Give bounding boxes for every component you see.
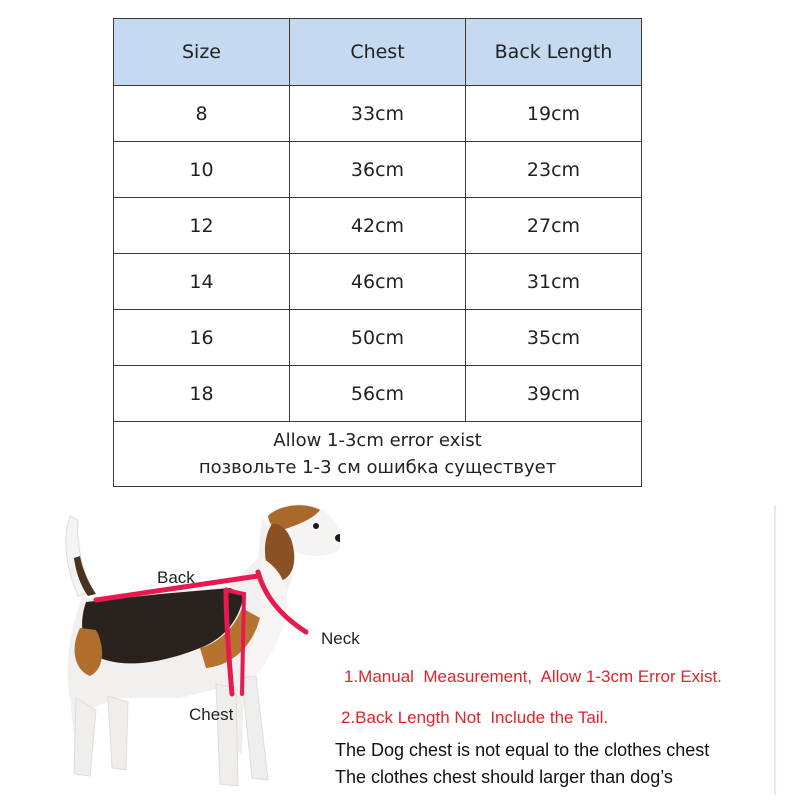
cell-size: 14 xyxy=(114,254,290,310)
cell-size: 16 xyxy=(114,310,290,366)
table-row xyxy=(114,86,642,142)
cell-size: 10 xyxy=(114,142,290,198)
cell-back-length: 39cm xyxy=(466,366,642,422)
table-row xyxy=(114,366,642,422)
back-label: Back xyxy=(157,568,195,587)
measurement-note: 1.Manual Measurement, Allow 1-3cm Error Exist. xyxy=(344,667,722,686)
divider xyxy=(774,505,776,795)
header-back-length: Back Length xyxy=(466,19,642,86)
cell-back-length: 27cm xyxy=(466,198,642,254)
beagle-illustration xyxy=(30,498,340,798)
cell-chest: 33cm xyxy=(290,86,466,142)
table-row xyxy=(114,254,642,310)
cell-chest: 36cm xyxy=(290,142,466,198)
cell-back-length: 23cm xyxy=(466,142,642,198)
dog-measurement-diagram xyxy=(30,498,340,798)
error-note-russian: позвольте 1-3 см ошибка существует xyxy=(198,457,557,478)
table-row xyxy=(114,198,642,254)
table-note-row xyxy=(114,422,642,487)
cell-back-length: 35cm xyxy=(466,310,642,366)
cell-chest: 50cm xyxy=(290,310,466,366)
cell-size: 18 xyxy=(114,366,290,422)
tail-note: 2.Back Length Not Include the Tail. xyxy=(341,708,609,727)
neck-label: Neck xyxy=(321,629,360,648)
table-header-row xyxy=(114,19,642,86)
chest-label: Chest xyxy=(189,705,234,724)
header-size: Size xyxy=(114,19,290,86)
error-note xyxy=(114,422,642,487)
cell-chest: 46cm xyxy=(290,254,466,310)
table-row xyxy=(114,310,642,366)
cell-size: 8 xyxy=(114,86,290,142)
chest-comparison-note: The Dog chest is not equal to the clothes chest xyxy=(335,740,710,760)
error-note-english: Allow 1-3cm error exist xyxy=(273,430,482,451)
size-chart-table xyxy=(113,18,642,487)
header-chest: Chest xyxy=(290,19,466,86)
clothes-chest-note: The clothes chest should larger than dog’s xyxy=(335,767,673,787)
cell-chest: 42cm xyxy=(290,198,466,254)
cell-back-length: 19cm xyxy=(466,86,642,142)
cell-back-length: 31cm xyxy=(466,254,642,310)
cell-chest: 56cm xyxy=(290,366,466,422)
cell-size: 12 xyxy=(114,198,290,254)
table-row xyxy=(114,142,642,198)
